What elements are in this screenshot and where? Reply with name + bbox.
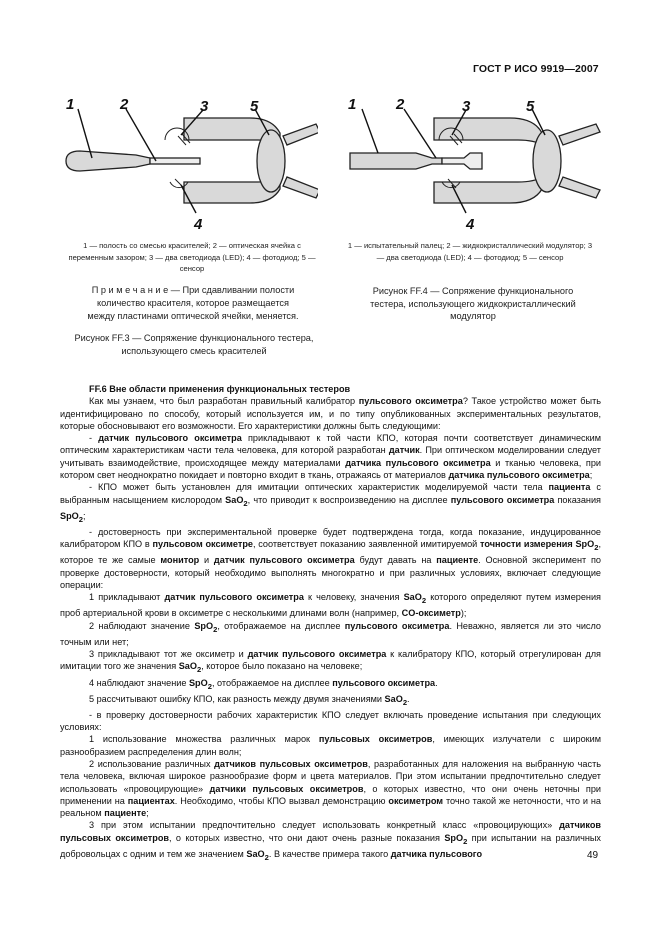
- page-number: 49: [587, 850, 599, 861]
- fig3-label-4: 4: [194, 216, 203, 233]
- section-ff6: [60, 383, 601, 864]
- fig4-label-1: 1: [348, 96, 357, 113]
- figure-ff4-drawing: [342, 95, 602, 235]
- fig4-label-5: 5: [526, 98, 535, 115]
- fig4-label-2: 2: [396, 96, 405, 113]
- paragraph: Как мы узнаем, что был разработан правильный калибратор пульсового оксиметра? Такое устройство может быть идентифицировано по способу, который используется им, и по типу опубликованных экспериментальных результатов, которые обосновывают его возможности. Его характеристики должны быть следующими:: [60, 396, 602, 431]
- paragraph: - достоверность при экспериментальной проверке будет подтверждена тогда, когда показание, индуцированное калибратором КПО в пульсовом оксиметре, соответствует показанию заявленной имитируемой точности измерения SpO$_2$, которое те же самые монитор и датчик пульсового оксиметра будут давать на пациенте. Основной эксперимент по проверке достоверности, который необходимо выполнять многократно и при различных условиях, включает следующие операции:: [60, 526, 602, 590]
- figure-ff3-note: П р и м е ч а н и е — При сдавливании полости количество красителя, которое размещается между пластинами оптической ячейки, меняется.: [87, 285, 299, 321]
- fig4-label-3: 3: [462, 98, 471, 115]
- figure-ff3-drawing: [58, 95, 318, 235]
- paragraph: - в проверку достоверности рабочих характеристик КПО следует включать проведение испытания при следующих условиях:: [60, 709, 601, 733]
- fig4-label-4: 4: [466, 216, 475, 233]
- paragraph: 5 рассчитывают ошибку КПО, как разность между двумя значениями SaO$_2$.: [89, 693, 410, 707]
- paragraph: 3 прикладывают тот же оксиметр и датчик пульсового оксиметра к калибратору КПО, который отрегулирован для имитации того же значения SaO$_2$, которое было показано на человеке;: [60, 649, 601, 675]
- paragraph: 4 наблюдают значение SpO$_2$, отображаемое на дисплее пульсового оксиметра.: [89, 677, 438, 691]
- section-paragraphs: [60, 395, 601, 864]
- paragraph: 3 при этом испытании предпочтительно следует использовать конкретный класс «провоцирующих» датчиков пульсовых оксиметров, о которых известно, что они дают очень разные показания SpO$_2$ при испытании на различных добровольцах с одним и тем же значением SaO$_2$. В качестве примера такого датчика пульсового: [60, 820, 601, 862]
- paragraph: 1 использование множества различных марок пульсовых оксиметров, имеющих излучатели с широким разнообразием распределения длин волн;: [60, 734, 602, 757]
- paragraph: 2 использование различных датчиков пульсовых оксиметров, разработанных для наложения на выбранную часть тела человека, включая широкое разнообразие форм и цвета материалов. При этом испытании предпочтительно следует использовать «провоцирующие» датчики пульсовых оксиметров, о которых известно, что они очень неточны при применении на пациентах. Необходимо, чтобы КПО вызвал демонстрацию оксиметром точно такой же неточности, что и на реальном пациенте;: [60, 758, 602, 819]
- document-code: ГОСТ Р ИСО 9919—2007: [473, 63, 599, 75]
- figure-ff4-legend: 1 — испытательный палец; 2 — жидкокристаллический модулятор; 3 — два светодиода (LED); 4 — фотодиод; 5 — сенсор: [347, 241, 593, 262]
- figure-ff3-legend: 1 — полость со смесью красителей; 2 — оптическая ячейка с переменным зазором; 3 — два светодиода (LED); 4 — фотодиод; 5 — сенсор: [68, 241, 316, 273]
- paragraph: 1 прикладывают датчик пульсового оксиметра к человеку, значения SaO$_2$ которого определяют путем измерения проб артериальной крови в оксиметре с несколькими длинами волн (например, CO-оксиметр);: [60, 592, 601, 619]
- paragraph: 2 наблюдают значение SpO$_2$, отображаемое на дисплее пульсового оксиметра. Неважно, является ли это число точным или нет;: [60, 620, 601, 647]
- fig3-label-1: 1: [66, 96, 75, 113]
- fig3-label-2: 2: [120, 96, 129, 113]
- section-heading: FF.6 Вне области применения функциональных тестеров: [89, 384, 351, 394]
- fig3-label-3: 3: [200, 98, 209, 115]
- figure-ff3-title: Рисунок FF.3 — Сопряжение функционального тестера, использующего смесь красителей: [74, 333, 314, 356]
- figure-ff4-title: Рисунок FF.4 — Сопряжение функционального тестера, использующего жидкокристаллический модулятор: [370, 286, 576, 321]
- fig3-label-5: 5: [250, 98, 259, 115]
- paragraph: - КПО может быть установлен для имитации оптических характеристик моделируемой части тела пациента с выбранным насыщением кислородом SaO$_2$, что приводит к воспроизведению на дисплее пульсового оксиметра показания SpO$_2$;: [60, 482, 602, 524]
- paragraph: - датчик пульсового оксиметра прикладывают к той части КПО, которая почти соответствует динамическим оптическим характеристикам части тела человека, для которой разработан датчик. При оптическом моделировании следует учитывать взаимодействие, происходящее между материалами датчика пульсового оксиметра и тканью человека, при котором свет неоднократно покидает и повторно входит в ткань, отражаясь от материалов датчика пульсового оксиметра;: [60, 433, 601, 481]
